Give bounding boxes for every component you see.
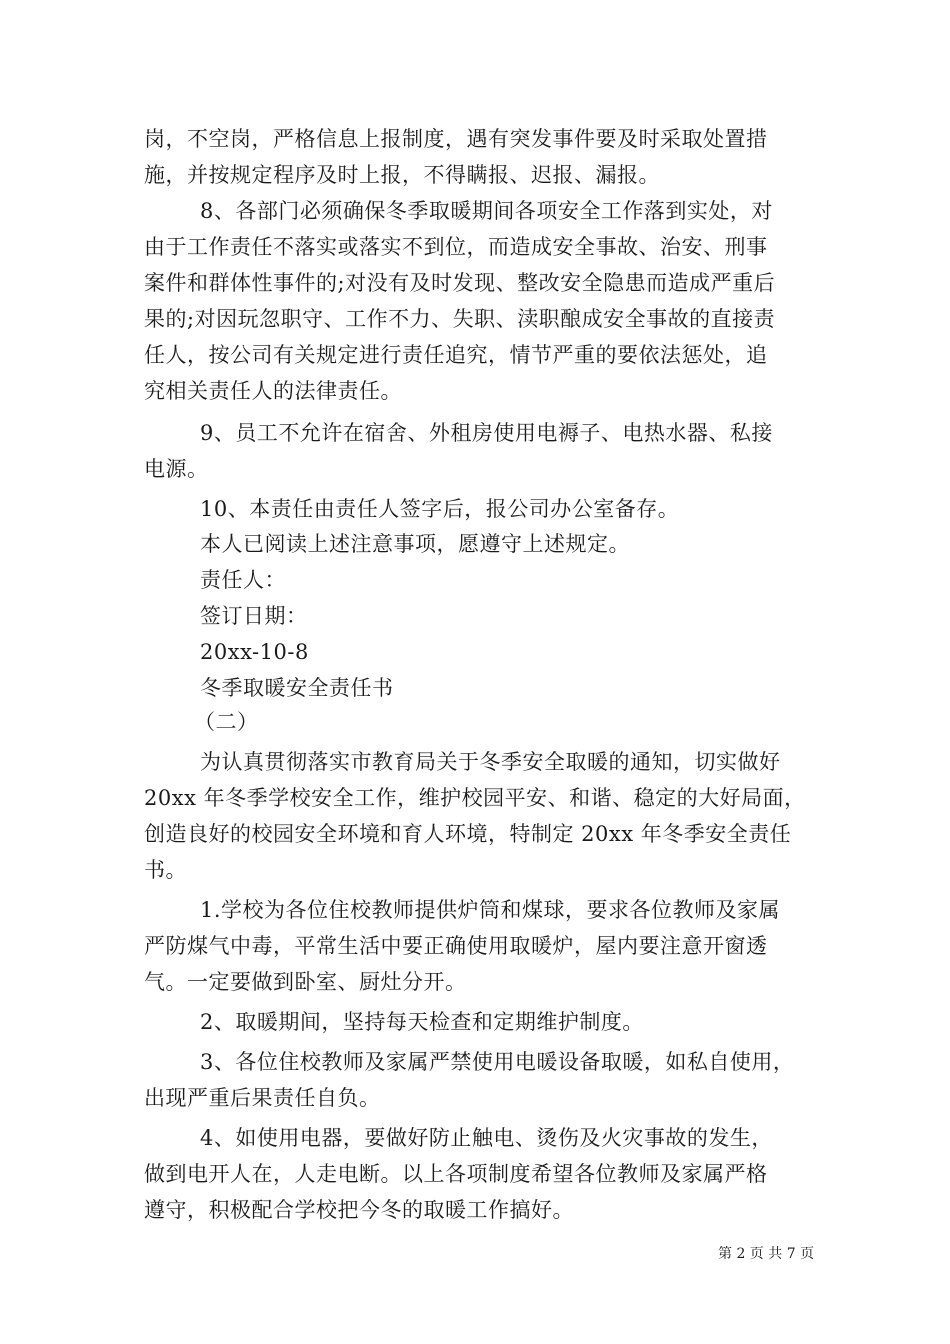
paragraph-line: 严防煤气中毒，平常生活中要正确使用取暖炉，屋内要注意开窗透	[144, 934, 768, 958]
page-number: 第 2 页 共 7 页	[718, 1246, 815, 1262]
paragraph-line: 2、取暖期间，坚持每天检查和定期维护制度。	[200, 1010, 644, 1034]
paragraph-line: 案件和群体性事件的;对没有及时发现、整改安全隐患而造成严重后	[144, 271, 776, 295]
section-subtitle: （二）	[194, 710, 259, 734]
paragraph-line: 20xx 年冬季学校安全工作，维护校园平安、和谐、稳定的大好局面，	[144, 786, 806, 810]
paragraph-line: 1.学校为各位住校教师提供炉筒和煤球，要求各位教师及家属	[200, 898, 781, 922]
paragraph-line: 创造良好的校园安全环境和育人环境，特制定 20xx 年冬季安全责任	[144, 822, 792, 846]
paragraph-line: 9、员工不允许在宿舍、外租房使用电褥子、电热水器、私接	[200, 421, 773, 445]
paragraph-line: 遵守，积极配合学校把今冬的取暖工作搞好。	[144, 1198, 574, 1222]
paragraph-line: 4、如使用电器，要做好防止触电、烫伤及火灾事故的发生，	[200, 1126, 773, 1150]
section-title: 冬季取暖安全责任书	[200, 676, 394, 700]
paragraph-line: 果的;对因玩忽职守、工作不力、失职、渎职酿成安全事故的直接责	[144, 307, 776, 331]
paragraph-line: 气。一定要做到卧室、厨灶分开。	[144, 970, 467, 994]
paragraph-line: 8、各部门必须确保冬季取暖期间各项安全工作落到实处，对	[200, 199, 773, 223]
paragraph-line: 3、各位住校教师及家属严禁使用电暖设备取暖，如私自使用，	[200, 1050, 795, 1074]
signing-date-value: 20xx-10-8	[200, 640, 309, 664]
paragraph-line: 本人已阅读上述注意事项，愿遵守上述规定。	[200, 532, 630, 556]
paragraph-line: 施，并按规定程序及时上报，不得瞒报、迟报、漏报。	[144, 163, 660, 187]
paragraph-line: 10、本责任由责任人签字后，报公司办公室备存。	[200, 497, 680, 521]
paragraph-line: 由于工作责任不落实或落实不到位，而造成安全事故、治安、刑事	[144, 235, 768, 259]
paragraph-line: 电源。	[144, 457, 209, 481]
signatory-label: 责任人：	[200, 568, 286, 592]
signing-date-label: 签订日期：	[200, 604, 308, 628]
paragraph-line: 岗，不空岗，严格信息上报制度，遇有突发事件要及时采取处置措	[144, 127, 768, 151]
paragraph-line: 任人，按公司有关规定进行责任追究，情节严重的要依法惩处，追	[144, 343, 768, 367]
paragraph-line: 书。	[144, 858, 187, 882]
paragraph-line: 做到电开人在，人走电断。以上各项制度希望各位教师及家属严格	[144, 1162, 768, 1186]
paragraph-line: 究相关责任人的法律责任。	[144, 379, 402, 403]
paragraph-line: 为认真贯彻落实市教育局关于冬季安全取暖的通知，切实做好	[200, 750, 781, 774]
paragraph-line: 出现严重后果责任自负。	[144, 1086, 381, 1110]
